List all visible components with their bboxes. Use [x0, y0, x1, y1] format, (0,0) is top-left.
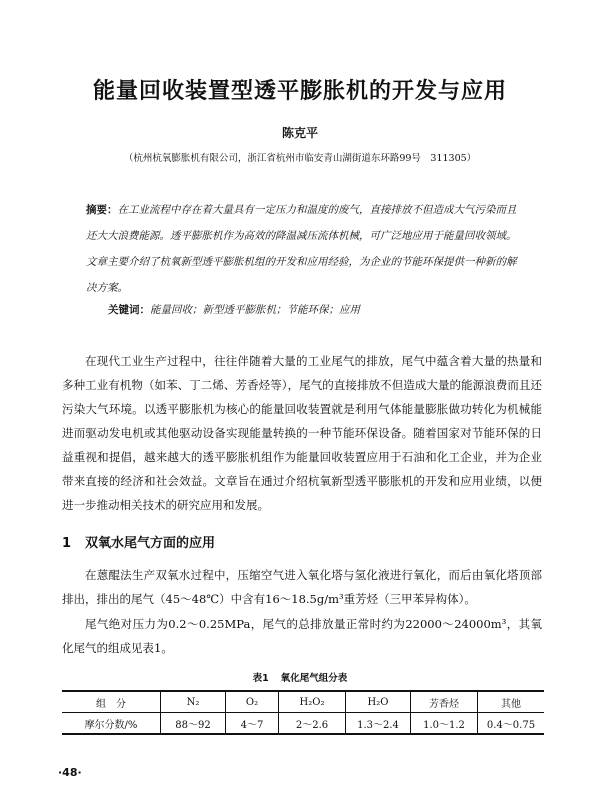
table-cell: 1.3～2.4	[346, 713, 411, 735]
section-number: 1	[62, 536, 72, 551]
table-header-cell: 其他	[478, 691, 545, 713]
table-cell: 88～92	[161, 713, 226, 735]
table-header-cell: 组 分	[62, 691, 161, 713]
table-cell: 摩尔分数/%	[84, 719, 138, 731]
section-paragraph-2: 尾气绝对压力为0.2～0.25MPa，尾气的总排放量正常时约为22000～24000m³，其氧化尾气的组成见表1。	[62, 617, 542, 655]
keywords-text: 能量回收；新型透平膨胀机；节能环保；应用	[150, 304, 360, 316]
table-header-cell: 芳香烃	[411, 691, 478, 713]
author-affiliation: （杭州杭氧膨胀机有限公司，浙江省杭州市临安青山湖街道东环路99号 311305）	[123, 153, 477, 164]
section-title: 双氧水尾气方面的应用	[85, 536, 216, 551]
table-cell: 4～7	[226, 713, 279, 735]
composition-table	[62, 690, 544, 735]
table-header-cell: O₂	[226, 691, 279, 713]
author-name: 陈克平	[281, 126, 318, 140]
page-number: ·48·	[58, 766, 82, 779]
keywords-label: 关键词：	[108, 304, 150, 316]
paper-title: 能量回收装置型透平膨胀机的开发与应用	[92, 79, 507, 104]
table-caption	[0, 670, 600, 684]
abstract-text: 在工业流程中存在着大量具有一定压力和温度的废气，直接排放不但造成大气污染而且还大大浪费能源。透平膨胀机作为高效的降温减压流体机械，可广泛地应用于能量回收领域。文章主要介绍了杭氧新型透平膨胀机组的开发和应用经验，为企业的节能环保提供一种新的解决方案。	[86, 204, 517, 294]
section-paragraph-1: 在蒽醌法生产双氧水过程中，压缩空气进入氧化塔与氢化液进行氧化，而后由氧化塔顶部排出，排出的尾气（45～48℃）中含有16～18.5g/m³重芳烃（三甲苯异构体）。	[62, 568, 542, 606]
table-header-cell: N₂	[161, 691, 226, 713]
table-label: 表1	[252, 673, 269, 684]
keywords	[108, 302, 528, 317]
abstract	[86, 197, 524, 301]
table-cell: 2～2.6	[279, 713, 346, 735]
table-header-cell: H₂O	[346, 691, 411, 713]
table-row	[62, 713, 544, 735]
table-cell: 0.4～0.75	[478, 713, 545, 735]
table-cell: 1.0～1.2	[411, 713, 478, 735]
table-caption-text: 氧化尾气组分表	[280, 673, 348, 684]
table-header-cell: H₂O₂	[279, 691, 346, 713]
abstract-label: 摘要：	[86, 204, 118, 216]
intro-paragraph: 在现代工业生产过程中，往往伴随着大量的工业尾气的排放，尾气中蕴含着大量的热量和多种工业有机物（如苯、丁二烯、芳香烃等），尾气的直接排放不但造成大量的能源浪费而且还污染大气环境。以透平膨胀机为核心的能量回收装置就是利用气体能量膨胀做功转化为机械能进而驱动发电机或其他驱动设备实现能量转换的一种节能环保设备。随着国家对节能环保的日益重视和提倡，越来越大的透平膨胀机组作为能量回收装置应用于石油和化工企业，并为企业带来直接的经济和社会效益。文章旨在通过介绍杭氧新型透平膨胀机的开发和应用业绩，以便进一步推动相关技术的研究应用和发展。	[62, 354, 542, 512]
table-header-row	[62, 691, 544, 713]
section-heading	[62, 532, 215, 551]
